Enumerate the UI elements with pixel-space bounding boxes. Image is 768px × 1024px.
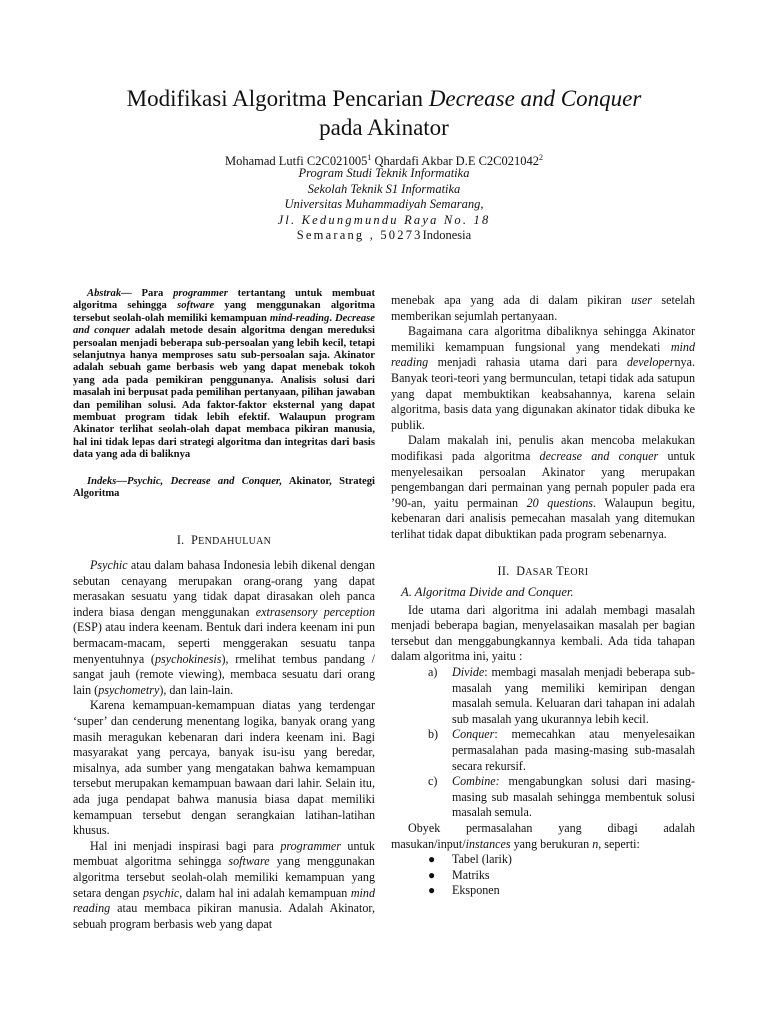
paragraph-kemampuan: Karena kemampuan-kemampuan diatas yang terdengar ‘super’ dan cenderung menentang logika, banyak orang yang masih meragukan kebenaran dari indera keenam ini. Bagi masyarakat yang percaya, banyak isu-isu yang beredar, misalnya, ada sumber yang mengatakan bahwa kemampuan tersebut merupakan kemampuan bawaan dari lahir. Selain itu, ada juga pendapat bahwa manusia biasa dapat memiliki kemampuan tersebut dengan serangkaian latihan-latihan khusus. bbox=[73, 698, 375, 838]
right-column bbox=[391, 293, 695, 899]
paragraph-inspirasi: Hal ini menjadi inspirasi bagi para programmer untuk membuat algoritma sehingga software yang menggunakan algoritma tersebut seolah-olah memiliki kemampuan yang setara dengan psychic, dalam hal ini adalah kemampuan mind reading atau membaca pikiran manusia. Adalah Akinator, sebuah program berbasis web yang dapat bbox=[73, 838, 375, 931]
paragraph-psychic: Psychic atau dalam bahasa Indonesia lebih dikenal dengan sebutan cenayang merupakan orang-orang yang dapat merasakan sesuatu yang tidak dapat dirasakan oleh panca indera biasa dengan menggunakan extrasensory perception (ESP) atau indera keenam. Bentuk dari indera keenam ini pun bermacam-macam, seperti menggerakan sesuatu tanpa menyentuhnya (psychokinesis), rmelihat tembus pandang / sangat jauh (remote viewing), membaca sesuatu dari orang lain (psychometry), dan lain-lain. bbox=[73, 558, 376, 697]
affiliation: Program Studi Teknik Informatika Sekolah Teknik S1 Informatika Universitas Muhammadiyah Semarang, Jl. Kedungmundu Raya No. 18 Semarang , 50273Indonesia bbox=[277, 166, 491, 243]
paper-title: Modifikasi Algoritma Pencarian Decrease and Conquer pada Akinator bbox=[126, 86, 642, 140]
list-item: ● Matriks bbox=[428, 867, 490, 882]
list-item: c) Combine: mengabungkan solusi dari masing-masing sub masalah sehingga membentuk solusi masalah semula. bbox=[428, 774, 695, 820]
abstract: Abstrak— Para programmer tertantang untuk membuat algoritma sehingga software yang menggunakan algoritma tersebut seolah-olah memiliki kemampuan mind-reading. Decrease and conquer adalah metode desain algoritma dengan mereduksi persoalan menjadi beberapa sub-persoalan yang lebih kecil, tetapi selanjutnya hanya memproses satu sub-persoalan saja. Akinator adalah sebuah game berbasis web yang dapat menebak tokoh yang ada pada pemikiran penggunanya. Analisis solusi dari masalah ini berpusat pada pemilihan pertanyaan, pilihan jawaban dan pemilihan solusi. Ada faktor-faktor eksternal yang dapat membuat program tidak lebih efektif. Walaupun program Akinator terlihat seolah-olah dapat membaca pikiran manusia, hal ini tidak lepas dari strategi algoritma dan integritas dari basis data yang ada di baliknya bbox=[73, 288, 376, 461]
list-item: ● Tabel (larik) bbox=[428, 852, 512, 867]
list-item: a) Divide: membagi masalah menjadi beberapa sub-masalah yang memiliki kemiripan dengan masalah semula. Keluaran dari tahapan ini adalah sub masalah yang ukurannya lebih kecil. bbox=[428, 665, 695, 726]
paragraph-makalah: Dalam makalah ini, penulis akan mencoba melakukan modifikasi pada algoritma decrease and conquer untuk menyelesaikan persoalan Akinator yang merupakan pengembangan dari permainan yang pernah populer pada era ’90-an, yaitu permainan 20 questions. Walaupun begitu, kebenaran dari analisis pemecahan masalah yang ditemukan terlihat tidak dapat dibuktikan pada program sebenarnya. bbox=[391, 433, 695, 541]
left-column bbox=[73, 288, 375, 932]
author-list: Mohamad Lutfi C2C021005$^1$ Qhardafi Akbar D.E C2C021042$^2$ bbox=[224, 153, 544, 169]
steps-list bbox=[391, 665, 695, 821]
section-heading-1: I. PENDAHULUAN bbox=[176, 532, 272, 547]
paragraph-bagaimana: Bagaimana cara algoritma dibaliknya sehingga Akinator memiliki kemampuan fungsional yang mendekati mind reading menjadi rahasia utama dari para developernya. Banyak teori-teori yang bermunculan, tetapi tidak ada satupun yang dapat membuktikan keabsahannya, karena selain algoritma, basis data yang digunakan akinator tidak dibuka ke publik. bbox=[391, 324, 695, 432]
list-item: b) Conquer: memecahkan atau menyelesaikan permasalahan pada masing-masing sub-masalah secara rekursif. bbox=[428, 727, 695, 773]
subsection-heading-a: A. Algoritma Divide and Conquer. bbox=[401, 585, 574, 600]
list-item: ● Eksponen bbox=[428, 883, 500, 898]
paragraph-obyek: Obyek permasalahan yang dibagi adalah masukan/input/instances yang berukuran n, seperti: bbox=[391, 821, 695, 851]
section-heading-2: II. DASAR TEORI bbox=[497, 563, 589, 578]
paragraph-menebak: menebak apa yang ada di dalam pikiran user setelah memberikan sejumlah pertanyaan. bbox=[391, 293, 695, 323]
index-terms: Indeks—Psychic, Decrease and Conquer, Akinator, Strategi Algoritma bbox=[73, 475, 375, 500]
paragraph-ide-utama: Ide utama dari algoritma ini adalah membagi masalah menjadi beberapa bagian, menyelasaikan masalah per bagian tersebut dan menggabungkannya kembali. Ada tida tahapan dalam algoritma ini, yaitu : bbox=[391, 602, 695, 664]
bullet-list bbox=[391, 852, 695, 899]
